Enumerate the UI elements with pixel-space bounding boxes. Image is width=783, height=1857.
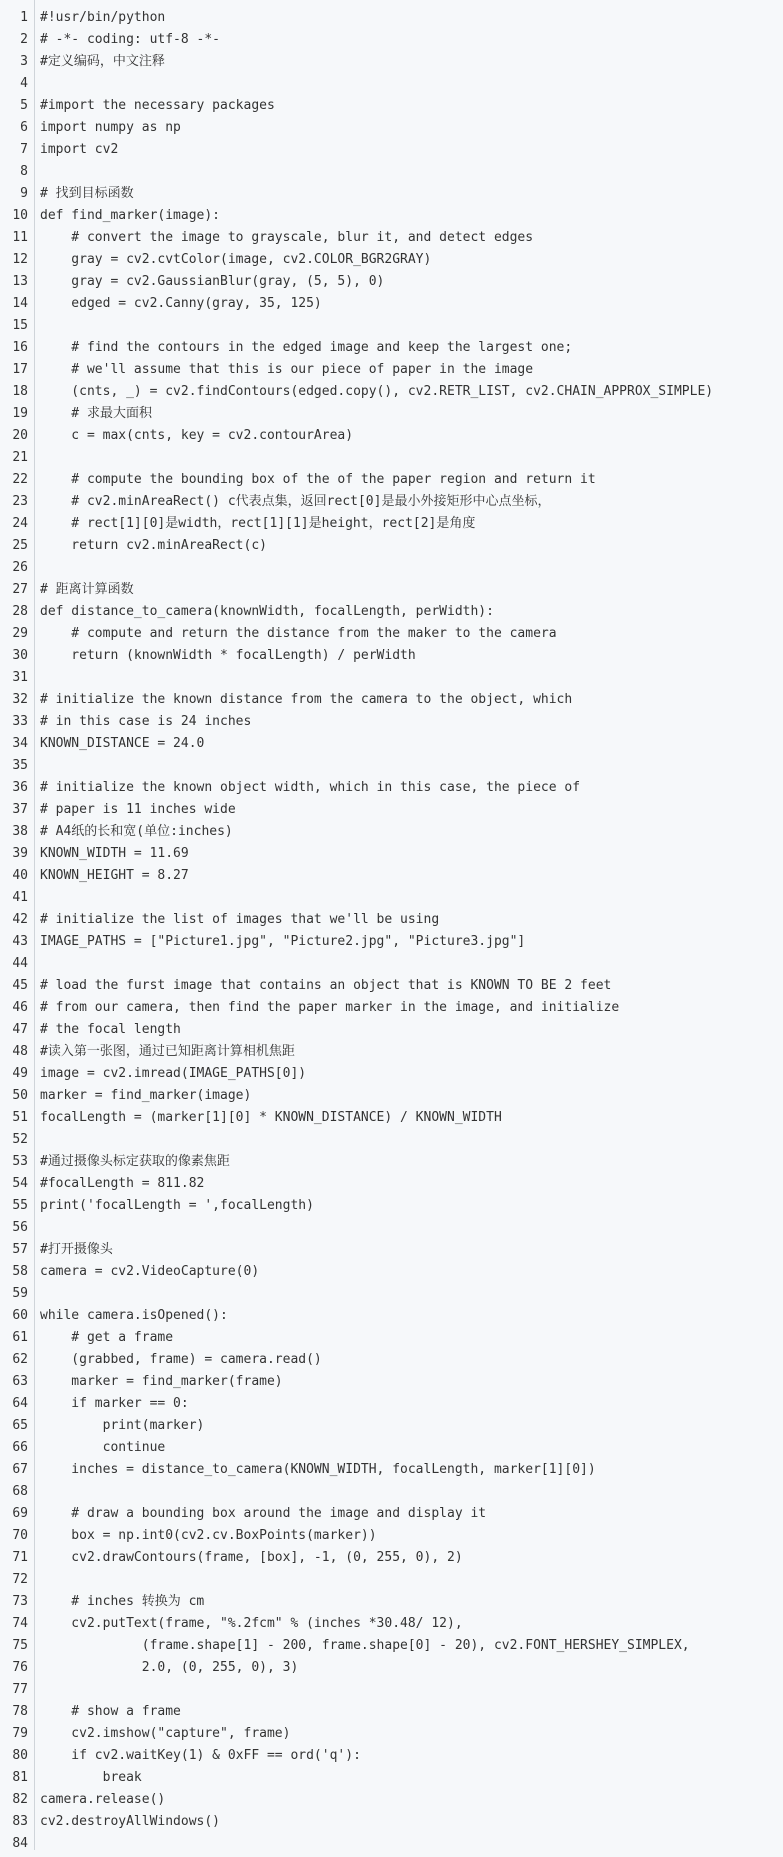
line-number: 12 bbox=[12, 252, 28, 267]
code-line bbox=[0, 1151, 783, 1173]
code-line bbox=[0, 601, 783, 623]
line-number: 37 bbox=[12, 802, 28, 817]
line-number: 1 bbox=[20, 10, 28, 25]
code-text: print(marker) bbox=[40, 1418, 205, 1433]
line-number: 73 bbox=[12, 1594, 28, 1609]
code-text: def find_marker(image): bbox=[40, 208, 221, 223]
code-text: focalLength = (marker[1][0] * KNOWN_DISTANCE) / KNOWN_WIDTH bbox=[40, 1110, 502, 1125]
line-number: 5 bbox=[20, 98, 28, 113]
code-line bbox=[0, 293, 783, 315]
line-number: 30 bbox=[12, 648, 28, 663]
code-text: cv2.putText(frame, "%.2fcm" % (inches *30.48/ 12), bbox=[40, 1616, 463, 1631]
line-number: 76 bbox=[12, 1660, 28, 1675]
line-number: 13 bbox=[12, 274, 28, 289]
line-number: 11 bbox=[12, 230, 28, 245]
code-line bbox=[0, 821, 783, 843]
code-line bbox=[0, 1415, 783, 1437]
line-number: 53 bbox=[12, 1154, 28, 1169]
code-line bbox=[0, 843, 783, 865]
line-number: 64 bbox=[12, 1396, 28, 1411]
code-line bbox=[0, 1019, 783, 1041]
code-text: #打开摄像头 bbox=[40, 1242, 113, 1257]
line-number: 8 bbox=[20, 164, 28, 179]
line-number: 84 bbox=[12, 1836, 28, 1851]
code-line bbox=[0, 887, 783, 909]
line-number: 65 bbox=[12, 1418, 28, 1433]
line-number: 75 bbox=[12, 1638, 28, 1653]
code-text: #focalLength = 811.82 bbox=[40, 1176, 205, 1191]
line-number: 72 bbox=[12, 1572, 28, 1587]
code-line bbox=[0, 117, 783, 139]
line-number: 22 bbox=[12, 472, 28, 487]
code-text: # in this case is 24 inches bbox=[40, 714, 252, 729]
line-number: 38 bbox=[12, 824, 28, 839]
line-number: 28 bbox=[12, 604, 28, 619]
code-line bbox=[0, 403, 783, 425]
line-number: 39 bbox=[12, 846, 28, 861]
code-text: # compute the bounding box of the of the paper region and return it bbox=[40, 472, 596, 487]
code-line bbox=[0, 1393, 783, 1415]
code-text: gray = cv2.cvtColor(image, cv2.COLOR_BGR2GRAY) bbox=[40, 252, 432, 267]
code-text: # cv2.minAreaRect() c代表点集，返回rect[0]是最小外接矩形中心点坐标， bbox=[40, 494, 551, 509]
code-line bbox=[0, 799, 783, 821]
code-line bbox=[0, 1767, 783, 1789]
code-line bbox=[0, 1481, 783, 1503]
code-text: print('focalLength = ',focalLength) bbox=[40, 1198, 314, 1213]
line-number: 68 bbox=[12, 1484, 28, 1499]
line-number: 40 bbox=[12, 868, 28, 883]
code-text: #读入第一张图，通过已知距离计算相机焦距 bbox=[40, 1044, 295, 1059]
code-text: marker = find_marker(image) bbox=[40, 1088, 252, 1103]
line-number: 18 bbox=[12, 384, 28, 399]
line-number: 70 bbox=[12, 1528, 28, 1543]
code-text: return (knownWidth * focalLength) / perWidth bbox=[40, 648, 416, 663]
line-number: 50 bbox=[12, 1088, 28, 1103]
code-text: # inches 转换为 cm bbox=[40, 1594, 205, 1609]
code-lines bbox=[0, 7, 783, 1855]
line-number: 3 bbox=[20, 54, 28, 69]
code-line bbox=[0, 931, 783, 953]
code-line bbox=[0, 1085, 783, 1107]
code-text: if marker == 0: bbox=[40, 1396, 189, 1411]
line-number: 21 bbox=[12, 450, 28, 465]
code-line bbox=[0, 1547, 783, 1569]
code-text: (grabbed, frame) = camera.read() bbox=[40, 1352, 322, 1367]
code-text: # compute and return the distance from the maker to the camera bbox=[40, 626, 557, 641]
code-line bbox=[0, 73, 783, 95]
line-number: 26 bbox=[12, 560, 28, 575]
code-line bbox=[0, 1459, 783, 1481]
code-text: cv2.imshow("capture", frame) bbox=[40, 1726, 291, 1741]
code-line bbox=[0, 1063, 783, 1085]
code-line bbox=[0, 1613, 783, 1635]
code-line bbox=[0, 29, 783, 51]
code-text: # find the contours in the edged image and keep the largest one; bbox=[40, 340, 573, 355]
line-number: 41 bbox=[12, 890, 28, 905]
code-text: #通过摄像头标定获取的像素焦距 bbox=[40, 1154, 230, 1169]
line-number: 46 bbox=[12, 1000, 28, 1015]
code-line bbox=[0, 755, 783, 777]
code-line bbox=[0, 1657, 783, 1679]
code-text: # initialize the known distance from the camera to the object, which bbox=[40, 692, 573, 707]
code-text: # from our camera, then find the paper marker in the image, and initialize bbox=[40, 1000, 620, 1015]
code-line bbox=[0, 1239, 783, 1261]
code-line bbox=[0, 535, 783, 557]
code-line bbox=[0, 667, 783, 689]
code-text: # -*- coding: utf-8 -*- bbox=[40, 32, 221, 47]
code-text: # A4纸的长和宽(单位:inches) bbox=[40, 824, 233, 839]
line-number: 31 bbox=[12, 670, 28, 685]
code-line bbox=[0, 953, 783, 975]
code-text: KNOWN_DISTANCE = 24.0 bbox=[40, 736, 205, 751]
code-line bbox=[0, 337, 783, 359]
line-number: 82 bbox=[12, 1792, 28, 1807]
line-number: 56 bbox=[12, 1220, 28, 1235]
line-number: 7 bbox=[20, 142, 28, 157]
code-line bbox=[0, 1349, 783, 1371]
code-line bbox=[0, 205, 783, 227]
code-line bbox=[0, 447, 783, 469]
line-number: 32 bbox=[12, 692, 28, 707]
code-line bbox=[0, 315, 783, 337]
line-number: 48 bbox=[12, 1044, 28, 1059]
line-number: 9 bbox=[20, 186, 28, 201]
code-text: # convert the image to grayscale, blur it, and detect edges bbox=[40, 230, 534, 245]
code-line bbox=[0, 1437, 783, 1459]
line-number: 47 bbox=[12, 1022, 28, 1037]
code-text: image = cv2.imread(IMAGE_PATHS[0]) bbox=[40, 1066, 307, 1081]
code-text: camera = cv2.VideoCapture(0) bbox=[40, 1264, 260, 1279]
line-number: 27 bbox=[12, 582, 28, 597]
code-line bbox=[0, 711, 783, 733]
code-line bbox=[0, 1305, 783, 1327]
line-number: 77 bbox=[12, 1682, 28, 1697]
code-line bbox=[0, 579, 783, 601]
line-number: 35 bbox=[12, 758, 28, 773]
code-text: # initialize the known object width, which in this case, the piece of bbox=[40, 780, 581, 795]
code-line bbox=[0, 513, 783, 535]
code-text: def distance_to_camera(knownWidth, focalLength, perWidth): bbox=[40, 604, 494, 619]
line-number: 83 bbox=[12, 1814, 28, 1829]
line-number: 62 bbox=[12, 1352, 28, 1367]
code-text: camera.release() bbox=[40, 1792, 166, 1807]
line-number: 81 bbox=[12, 1770, 28, 1785]
code-line bbox=[0, 1217, 783, 1239]
code-text: inches = distance_to_camera(KNOWN_WIDTH, focalLength, marker[1][0]) bbox=[40, 1462, 596, 1477]
code-line bbox=[0, 1811, 783, 1833]
line-number: 74 bbox=[12, 1616, 28, 1631]
code-line bbox=[0, 1723, 783, 1745]
code-text: # we'll assume that this is our piece of paper in the image bbox=[40, 362, 534, 377]
code-line bbox=[0, 95, 783, 117]
code-text: #import the necessary packages bbox=[40, 98, 275, 113]
code-text: if cv2.waitKey(1) & 0xFF == ord('q'): bbox=[40, 1748, 361, 1763]
code-line bbox=[0, 1503, 783, 1525]
line-number: 4 bbox=[20, 76, 28, 91]
line-number: 71 bbox=[12, 1550, 28, 1565]
line-number: 16 bbox=[12, 340, 28, 355]
line-number: 2 bbox=[20, 32, 28, 47]
code-text: # 求最大面积 bbox=[40, 406, 152, 421]
line-number: 44 bbox=[12, 956, 28, 971]
line-number: 66 bbox=[12, 1440, 28, 1455]
code-line bbox=[0, 1679, 783, 1701]
code-line bbox=[0, 183, 783, 205]
code-text: # 找到目标函数 bbox=[40, 186, 134, 201]
code-text: IMAGE_PATHS = ["Picture1.jpg", "Picture2.jpg", "Picture3.jpg"] bbox=[40, 934, 526, 949]
code-text: #定义编码，中文注释 bbox=[40, 54, 165, 69]
line-number: 42 bbox=[12, 912, 28, 927]
code-line bbox=[0, 1591, 783, 1613]
line-number: 29 bbox=[12, 626, 28, 641]
code-line bbox=[0, 645, 783, 667]
code-line bbox=[0, 997, 783, 1019]
code-text: KNOWN_WIDTH = 11.69 bbox=[40, 846, 189, 861]
code-line bbox=[0, 491, 783, 513]
code-line bbox=[0, 1173, 783, 1195]
line-number: 52 bbox=[12, 1132, 28, 1147]
code-text: (frame.shape[1] - 200, frame.shape[0] - 20), cv2.FONT_HERSHEY_SIMPLEX, bbox=[40, 1638, 690, 1653]
code-line bbox=[0, 1745, 783, 1767]
line-number: 24 bbox=[12, 516, 28, 531]
code-line bbox=[0, 865, 783, 887]
code-text: # rect[1][0]是width，rect[1][1]是height，rect[2]是角度 bbox=[40, 516, 476, 531]
line-number: 23 bbox=[12, 494, 28, 509]
code-text: (cnts, _) = cv2.findContours(edged.copy(), cv2.RETR_LIST, cv2.CHAIN_APPROX_SIMPLE) bbox=[40, 384, 714, 399]
code-text: # the focal length bbox=[40, 1022, 181, 1037]
code-line bbox=[0, 1789, 783, 1811]
code-line bbox=[0, 381, 783, 403]
code-text: gray = cv2.GaussianBlur(gray, (5, 5), 0) bbox=[40, 274, 385, 289]
code-text: # draw a bounding box around the image and display it bbox=[40, 1506, 487, 1521]
code-line bbox=[0, 271, 783, 293]
line-number: 43 bbox=[12, 934, 28, 949]
line-number: 60 bbox=[12, 1308, 28, 1323]
code-text: marker = find_marker(frame) bbox=[40, 1374, 283, 1389]
code-text: continue bbox=[40, 1440, 166, 1455]
line-number: 54 bbox=[12, 1176, 28, 1191]
code-text: # load the furst image that contains an object that is KNOWN TO BE 2 feet bbox=[40, 978, 612, 993]
code-line bbox=[0, 1129, 783, 1151]
code-text: # initialize the list of images that we'll be using bbox=[40, 912, 440, 927]
code-line bbox=[0, 359, 783, 381]
line-number: 17 bbox=[12, 362, 28, 377]
code-line bbox=[0, 1701, 783, 1723]
line-number: 63 bbox=[12, 1374, 28, 1389]
code-text: while camera.isOpened(): bbox=[40, 1308, 228, 1323]
line-number: 14 bbox=[12, 296, 28, 311]
line-number: 36 bbox=[12, 780, 28, 795]
code-line bbox=[0, 1371, 783, 1393]
code-text: c = max(cnts, key = cv2.contourArea) bbox=[40, 428, 354, 443]
code-text: import numpy as np bbox=[40, 120, 181, 135]
line-number: 79 bbox=[12, 1726, 28, 1741]
code-text: KNOWN_HEIGHT = 8.27 bbox=[40, 868, 189, 883]
code-line bbox=[0, 623, 783, 645]
code-line bbox=[0, 249, 783, 271]
line-number: 19 bbox=[12, 406, 28, 421]
code-text: edged = cv2.Canny(gray, 35, 125) bbox=[40, 296, 322, 311]
code-line bbox=[0, 1525, 783, 1547]
code-text: #!usr/bin/python bbox=[40, 10, 166, 25]
line-number: 20 bbox=[12, 428, 28, 443]
code-text: # 距离计算函数 bbox=[40, 582, 134, 597]
code-text: cv2.destroyAllWindows() bbox=[40, 1814, 221, 1829]
line-number: 80 bbox=[12, 1748, 28, 1763]
code-line bbox=[0, 227, 783, 249]
code-text: 2.0, (0, 255, 0), 3) bbox=[40, 1660, 299, 1675]
code-line bbox=[0, 689, 783, 711]
code-text: # paper is 11 inches wide bbox=[40, 802, 236, 817]
line-number: 59 bbox=[12, 1286, 28, 1301]
code-line bbox=[0, 733, 783, 755]
line-number: 55 bbox=[12, 1198, 28, 1213]
code-text: cv2.drawContours(frame, [box], -1, (0, 255, 0), 2) bbox=[40, 1550, 463, 1565]
line-number: 25 bbox=[12, 538, 28, 553]
code-text: import cv2 bbox=[40, 142, 119, 157]
code-line bbox=[0, 161, 783, 183]
code-text: # get a frame bbox=[40, 1330, 174, 1345]
code-line bbox=[0, 1283, 783, 1305]
line-number: 49 bbox=[12, 1066, 28, 1081]
code-line bbox=[0, 1569, 783, 1591]
code-line bbox=[0, 1327, 783, 1349]
line-number: 57 bbox=[12, 1242, 28, 1257]
line-number: 67 bbox=[12, 1462, 28, 1477]
code-line bbox=[0, 139, 783, 161]
line-number: 34 bbox=[12, 736, 28, 751]
code-line bbox=[0, 1833, 783, 1855]
line-number: 61 bbox=[12, 1330, 28, 1345]
code-line bbox=[0, 469, 783, 491]
code-line bbox=[0, 557, 783, 579]
line-number: 58 bbox=[12, 1264, 28, 1279]
code-line bbox=[0, 1195, 783, 1217]
code-text: box = np.int0(cv2.cv.BoxPoints(marker)) bbox=[40, 1528, 377, 1543]
code-line bbox=[0, 51, 783, 73]
line-number: 69 bbox=[12, 1506, 28, 1521]
line-number: 45 bbox=[12, 978, 28, 993]
code-text: break bbox=[40, 1770, 142, 1785]
code-line bbox=[0, 1635, 783, 1657]
line-number: 6 bbox=[20, 120, 28, 135]
code-line bbox=[0, 7, 783, 29]
code-line bbox=[0, 1261, 783, 1283]
code-line bbox=[0, 1107, 783, 1129]
code-text: return cv2.minAreaRect(c) bbox=[40, 538, 267, 553]
line-number: 10 bbox=[12, 208, 28, 223]
code-line bbox=[0, 975, 783, 997]
line-number: 51 bbox=[12, 1110, 28, 1125]
code-text: # show a frame bbox=[40, 1704, 181, 1719]
line-number: 78 bbox=[12, 1704, 28, 1719]
line-number: 15 bbox=[12, 318, 28, 333]
line-number: 33 bbox=[12, 714, 28, 729]
code-line bbox=[0, 425, 783, 447]
code-line bbox=[0, 909, 783, 931]
code-line bbox=[0, 777, 783, 799]
code-line bbox=[0, 1041, 783, 1063]
